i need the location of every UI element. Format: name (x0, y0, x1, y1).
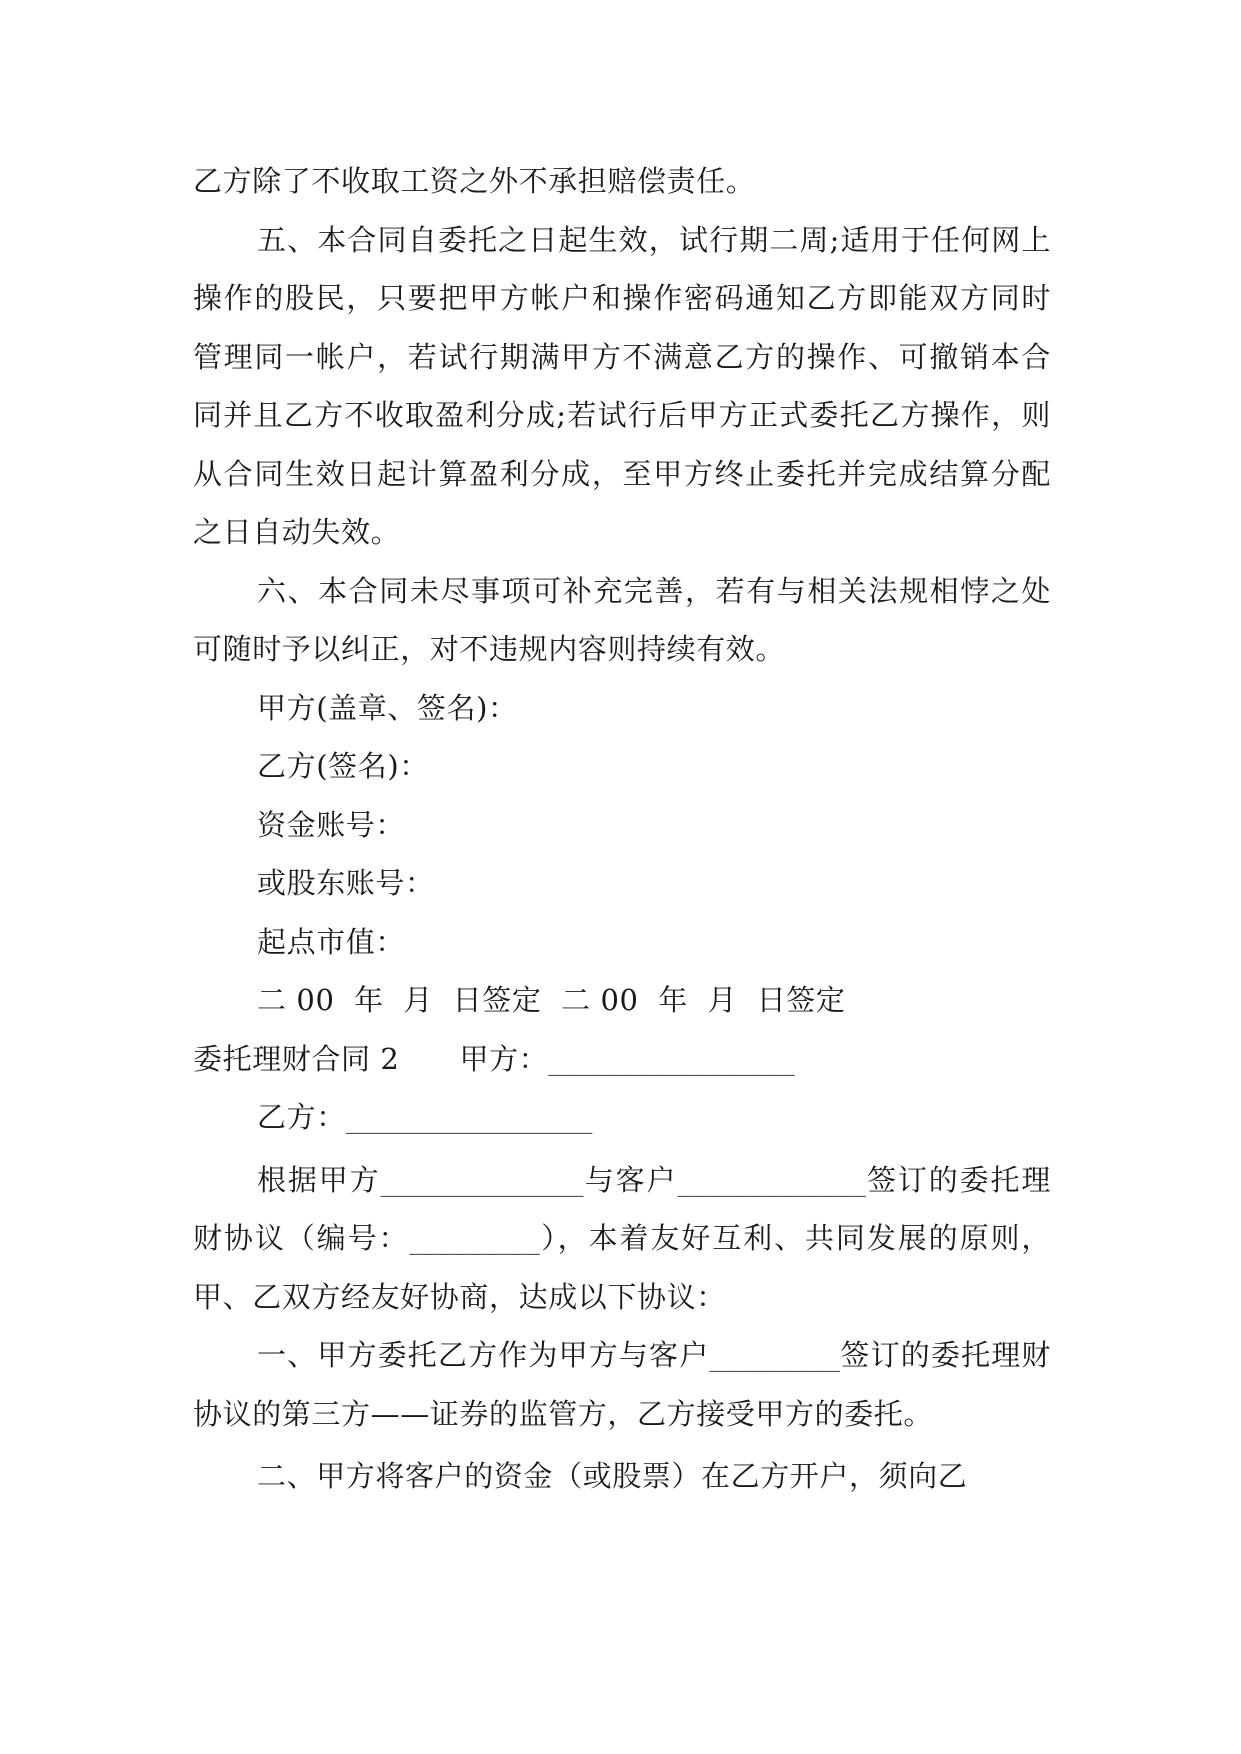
client-blank: _________ (709, 1338, 840, 1372)
preamble-text-b: 与客户 (583, 1162, 678, 1197)
starting-market-value-line: 起点市值： (257, 924, 406, 959)
signing-date-line: 二 00 年 月 日签定 二 00 年 月 日签定 (257, 983, 846, 1017)
party-b-blank: _________________ (345, 1100, 593, 1134)
document-body (193, 152, 1051, 1506)
preamble-text-c: 签订的委托理财协议（编号： (193, 1162, 1051, 1255)
party-a-blank: _________________ (548, 1041, 795, 1076)
shareholder-account-line: 或股东账号： (257, 866, 435, 900)
fund-account-line: 资金账号： (257, 807, 406, 842)
party-a-signature-line: 甲方(盖章、签名)： (257, 690, 518, 725)
party-b-signature-line: 乙方(签名)： (257, 749, 429, 783)
paragraph-article-2: 二、甲方将客户的资金（或股票）在乙方开户，须向乙 (257, 1459, 968, 1493)
contract-2-party-b-line (193, 1088, 1051, 1147)
party-a-name-blank: ______________ (380, 1162, 584, 1197)
paragraph-clause-6: 六、本合同未尽事项可补充完善，若有与相关法规相悖之处可随时予以纠正，对不违规内容则持续有效。 (193, 573, 1051, 666)
agreement-number-blank: _________ (409, 1221, 540, 1255)
paragraph-liability: 乙方除了不收取工资之外不承担赔偿责任。 (193, 164, 756, 198)
contract-2-party-b-label: 乙方： (257, 1100, 346, 1134)
paragraph-clause-5: 五、本合同自委托之日起生效，试行期二周;适用于任何网上操作的股民，只要把甲方帐户和操作密码通知乙方即能双方同时管理同一帐户，若试行期满甲方不满意乙方的操作、可撤销本合同并且乙方不收取盈利分成;若试行后甲方正式委托乙方操作，则从合同生效日起计算盈利分成，至甲方终止委托并完成结算分配之日自动失效。 (193, 222, 1051, 549)
paragraph-article-1 (193, 1326, 1051, 1443)
contract-2-header-line (193, 1030, 1051, 1089)
article-1-text-b: 签订的委托理财协议的第三方——证券的监管方，乙方接受甲方的委托。 (193, 1338, 1051, 1431)
preamble-text-d: ），本着友好互利、共同发展的原则，甲、乙双方经友好协商，达成以下协议： (193, 1221, 1052, 1314)
paragraph-preamble (193, 1151, 1051, 1327)
preamble-text-a: 根据甲方 (257, 1162, 381, 1197)
client-name-blank: _____________ (677, 1162, 866, 1197)
contract-2-title: 委托理财合同 2 (193, 1041, 400, 1076)
contract-2-party-a-label: 甲方： (459, 1041, 549, 1076)
article-1-text-a: 一、甲方委托乙方作为甲方与客户 (257, 1338, 710, 1372)
